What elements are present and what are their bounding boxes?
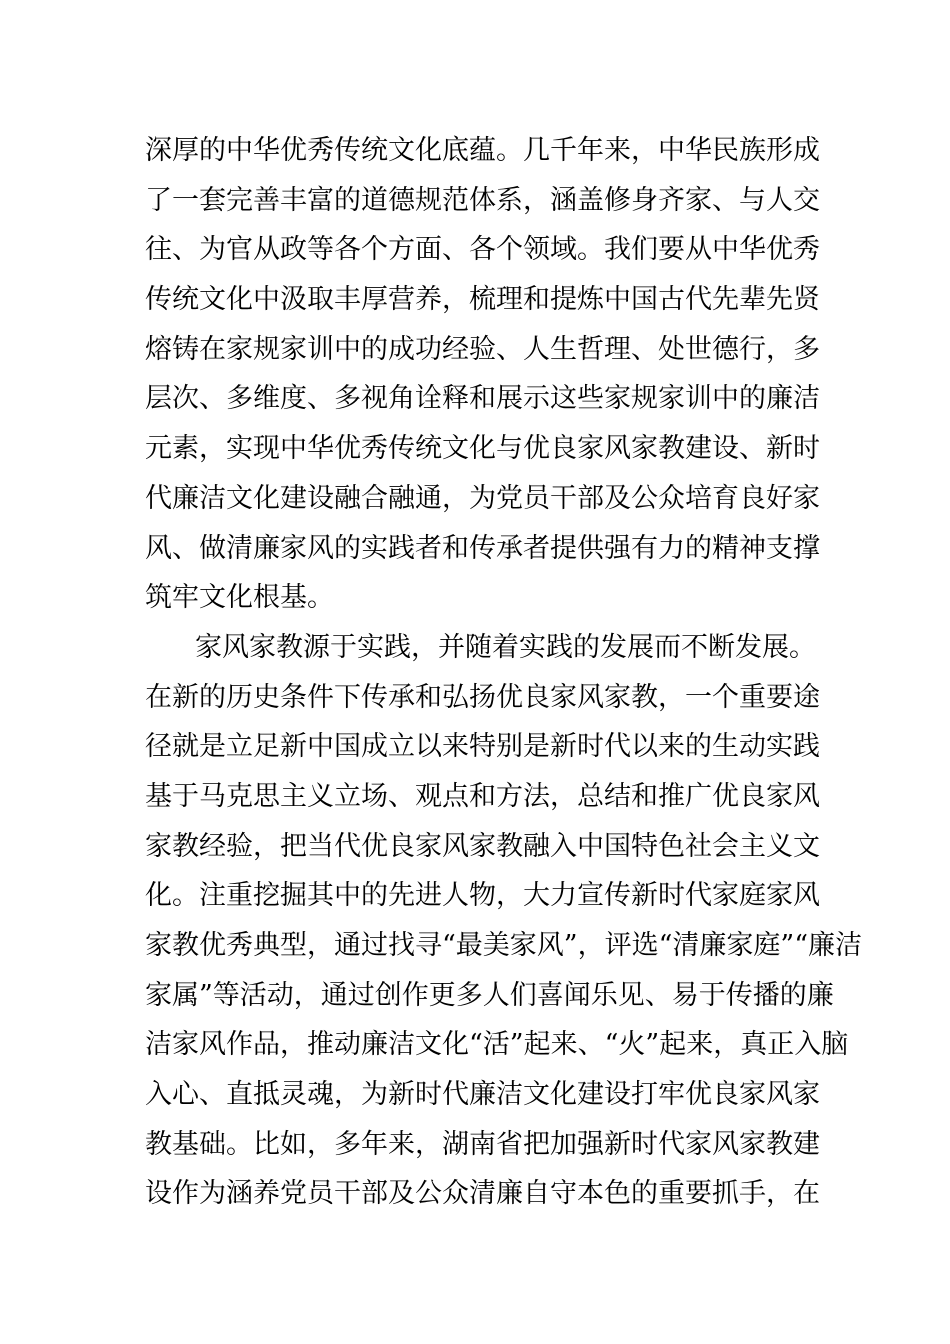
text-line: 了一套完善丰富的道德规范体系，涵盖修身齐家、与人交 [145,184,820,216]
text-line: 代廉洁文化建设融合融通，为党员干部及公众培育良好家 [145,482,820,514]
paragraph-1 [145,126,820,623]
text-line: 元素，实现中华优秀传统文化与优良家风家教建设、新时 [145,433,820,465]
text-line: 筑牢文化根基。 [145,582,334,614]
text-line: 化。注重挖掘其中的先进人物，大力宣传新时代家庭家风 [145,880,820,912]
text-line: 层次、多维度、多视角诠释和展示这些家规家训中的廉洁 [145,383,820,415]
text-line: 家风家教源于实践，并随着实践的发展而不断发展。 [195,631,816,663]
text-line: 径就是立足新中国成立以来特别是新时代以来的生动实践 [145,731,820,763]
paragraph-2 [145,623,863,1219]
text-line: 风、做清廉家风的实践者和传承者提供强有力的精神支撑 [145,532,820,564]
text-line: 深厚的中华优秀传统文化底蕴。几千年来，中华民族形成 [145,135,820,166]
text-line: 洁家风作品，推动廉洁文化“活”起来、“火”起来，真正入脑 [145,1029,849,1061]
text-line: 教基础。比如，多年来，湖南省把加强新时代家风家教建 [145,1128,820,1160]
text-line: 入心、直抵灵魂，为新时代廉洁文化建设打牢优良家风家 [145,1079,820,1111]
text-line: 家教优秀典型，通过找寻“最美家风”，评选“清廉家庭”“廉洁 [145,930,863,961]
text-line: 家教经验，把当代优良家风家教融入中国特色社会主义文 [145,830,820,862]
text-line: 往、为官从政等各个方面、各个领域。我们要从中华优秀 [145,234,820,266]
text-line: 熔铸在家规家训中的成功经验、人生哲理、处世德行，多 [145,333,820,365]
text-line: 设作为涵养党员干部及公众清廉自守本色的重要抓手，在 [145,1178,820,1210]
body-text [145,126,863,1219]
text-line: 传统文化中汲取丰厚营养，梳理和提炼中国古代先辈先贤 [145,284,820,316]
text-line: 在新的历史条件下传承和弘扬优良家风家教，一个重要途 [145,681,820,713]
text-line: 基于马克思主义立场、观点和方法，总结和推广优良家风 [145,780,820,812]
text-line: 家属”等活动，通过创作更多人们喜闻乐见、易于传播的廉 [145,979,834,1011]
